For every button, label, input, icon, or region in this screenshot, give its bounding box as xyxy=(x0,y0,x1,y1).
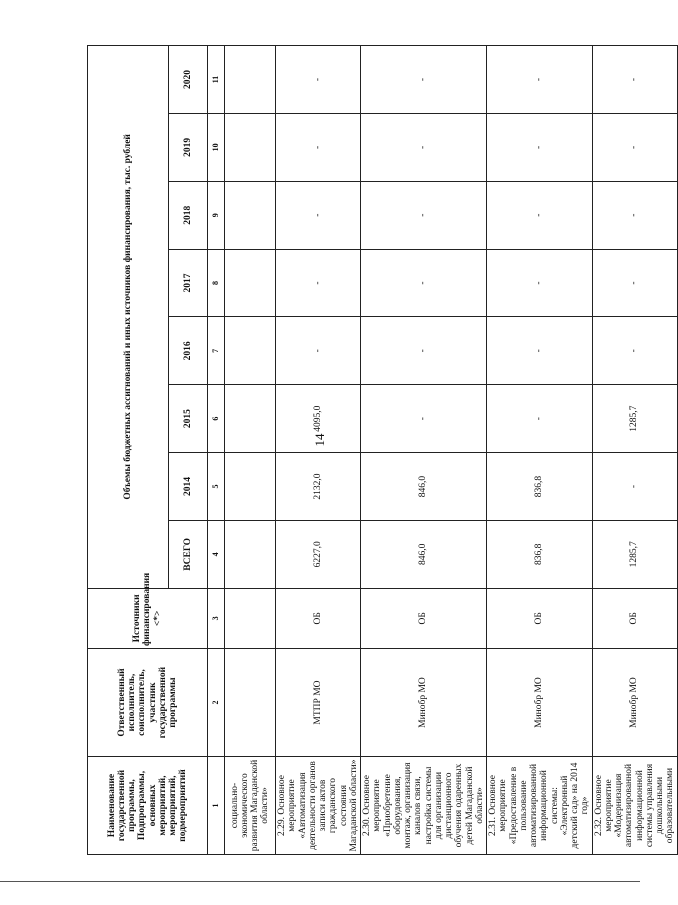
header-source: Источники финансирования <*> xyxy=(88,588,208,648)
row-value: - xyxy=(276,113,361,181)
table-row xyxy=(361,46,487,855)
row-value: - xyxy=(276,46,361,114)
col-number: 7 xyxy=(208,317,225,385)
header-year: 2017 xyxy=(169,249,208,317)
row-value: - xyxy=(592,317,677,385)
row-value: - xyxy=(276,181,361,249)
row-value: - xyxy=(592,46,677,114)
col-number: 6 xyxy=(208,385,225,453)
row-value: - xyxy=(361,46,487,114)
row-value: - xyxy=(361,385,487,453)
row-name: социально-экономического развития Магаданской области» xyxy=(225,757,276,855)
row-responsible: Минобр МО xyxy=(487,649,593,757)
col-number: 4 xyxy=(208,520,225,588)
row-responsible: Минобр МО xyxy=(592,649,677,757)
row-value: 836,8 xyxy=(487,453,593,521)
col-number: 9 xyxy=(208,181,225,249)
table-row xyxy=(592,46,677,855)
row-name: 2.32. Основное мероприятие «Модернизация автоматизированной информационной системы управления дошкольными образовательными xyxy=(592,757,677,855)
row-value: - xyxy=(592,181,677,249)
row-value: 6227,0 xyxy=(276,520,361,588)
row-value xyxy=(225,317,276,385)
table-row xyxy=(276,46,361,855)
row-value xyxy=(225,46,276,114)
row-value: - xyxy=(361,317,487,385)
row-value xyxy=(225,249,276,317)
row-responsible xyxy=(225,649,276,757)
header-volumes: Объемы бюджетных ассигнований и иных источников финансирования, тыс. рублей xyxy=(88,46,169,589)
row-value: - xyxy=(276,317,361,385)
col-number: 10 xyxy=(208,113,225,181)
row-value: - xyxy=(592,113,677,181)
row-value xyxy=(225,520,276,588)
row-value xyxy=(225,113,276,181)
header-name: Наименование государственной программы, Подпрограммы, основных мероприятий, мероприятий, подмероприятий xyxy=(88,757,208,855)
header-year: 2014 xyxy=(169,453,208,521)
col-number: 2 xyxy=(208,649,225,757)
table-row xyxy=(487,46,593,855)
header-year: 2019 xyxy=(169,113,208,181)
row-source xyxy=(225,588,276,648)
row-value: 4095,0 xyxy=(276,385,361,453)
row-value: - xyxy=(487,385,593,453)
col-number: 8 xyxy=(208,249,225,317)
header-year: 2015 xyxy=(169,385,208,453)
header-responsible: Ответственный исполнитель, соисполнитель, участник государственной программы xyxy=(88,649,208,757)
row-responsible: Минобр МО xyxy=(361,649,487,757)
col-number: 5 xyxy=(208,453,225,521)
row-source: ОБ xyxy=(276,588,361,648)
row-value: - xyxy=(487,249,593,317)
header-year: 2016 xyxy=(169,317,208,385)
row-value: 846,0 xyxy=(361,453,487,521)
row-value: - xyxy=(487,113,593,181)
row-value: 1285,7 xyxy=(592,520,677,588)
row-value: - xyxy=(592,249,677,317)
row-source: ОБ xyxy=(487,588,593,648)
row-value: - xyxy=(361,249,487,317)
page-number: 14 xyxy=(312,433,327,447)
financing-table xyxy=(87,45,678,855)
row-value: 1285,7 xyxy=(592,385,677,453)
row-value xyxy=(225,181,276,249)
row-value: - xyxy=(487,317,593,385)
row-value: 836,8 xyxy=(487,520,593,588)
header-year: 2020 xyxy=(169,46,208,114)
row-value xyxy=(225,453,276,521)
row-value xyxy=(225,385,276,453)
row-value: - xyxy=(276,249,361,317)
col-number: 11 xyxy=(208,46,225,114)
row-source: ОБ xyxy=(361,588,487,648)
row-value: 2132,0 xyxy=(276,453,361,521)
col-number: 1 xyxy=(208,757,225,855)
rotated-table-container xyxy=(87,45,676,855)
row-value: - xyxy=(361,113,487,181)
row-value: - xyxy=(487,181,593,249)
header-total: ВСЕГО xyxy=(169,520,208,588)
bottom-divider xyxy=(0,881,640,882)
row-value: - xyxy=(592,453,677,521)
row-value: - xyxy=(361,181,487,249)
header-year: 2018 xyxy=(169,181,208,249)
row-value: 846,0 xyxy=(361,520,487,588)
row-name: 2.30. Основное мероприятие «Приобретение оборудования, монтаж, организация каналов связи, настройка системы для организации дистанционного обучения одаренных детей Магаданской области» xyxy=(361,757,487,855)
row-responsible: МТПР МО xyxy=(276,649,361,757)
col-number: 3 xyxy=(208,588,225,648)
row-name: 2.29. Основное мероприятие «Автоматизация деятельности органов записи актов гражданского состояния Магаданской области» xyxy=(276,757,361,855)
row-source: ОБ xyxy=(592,588,677,648)
table-row xyxy=(225,46,276,855)
row-value: - xyxy=(487,46,593,114)
row-name: 2.31. Основное мероприятие «Предоставление в пользование автоматизированной информационной системы: «Электронный детский сад» на 2014 год» xyxy=(487,757,593,855)
